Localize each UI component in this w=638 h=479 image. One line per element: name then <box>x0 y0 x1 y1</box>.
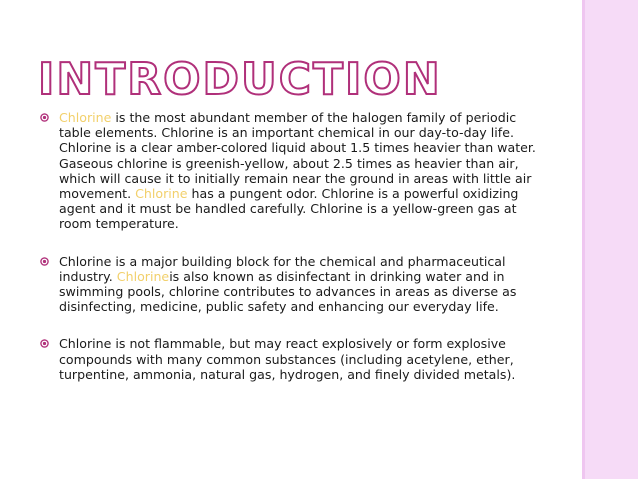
bullet-text: has a pungent odor. Chlorine is a powerful oxidizing agent and it must be handled carefully. Chlorine is a yellow-green gas at room temperature. <box>59 186 519 232</box>
bullet-item-2 <box>40 254 540 315</box>
bullet-list <box>40 110 540 404</box>
decorative-side-bar <box>582 0 638 479</box>
slide-title: INTRODUCTION <box>38 54 442 105</box>
circle-bullet-icon <box>40 257 49 266</box>
circle-bullet-icon <box>40 339 49 348</box>
bullet-item-1 <box>40 110 540 232</box>
bullet-text: is the most abundant member of the halogen family of periodic table elements. Chlorine is an important chemical in our day-to-day life. Chlorine is a clear amber-colored liquid about 1.5 times heavier than water. Gaseous chlorine is greenish-yellow, about 2.5 times as heavier than air, which will cause it to initially remain near the ground in areas with little air movement. <box>59 110 536 202</box>
circle-bullet-icon <box>40 113 49 122</box>
chlorine-link[interactable]: Chlorine <box>59 110 112 125</box>
chlorine-link[interactable]: Chlorine <box>116 268 170 284</box>
bullet-text: Chlorine is not flammable, but may react explosively or form explosive compounds with many common substances (including acetylene, ether, turpentine, ammonia, natural gas, hydrogen, and finely divided metals). <box>59 336 516 382</box>
side-bar-accent <box>582 0 585 479</box>
bullet-item-3 <box>40 336 540 382</box>
bullet-text: Chlorine is a major building block for the chemical and pharmaceutical industry. <box>59 253 506 284</box>
chlorine-link[interactable]: Chlorine <box>135 186 188 202</box>
bullet-text: is also known as disinfectant in drinking water and in swimming pools, chlorine contributes to advances in areas as diverse as disinfecting, medicine, public safety and enhancing our everyday life. <box>59 268 517 315</box>
